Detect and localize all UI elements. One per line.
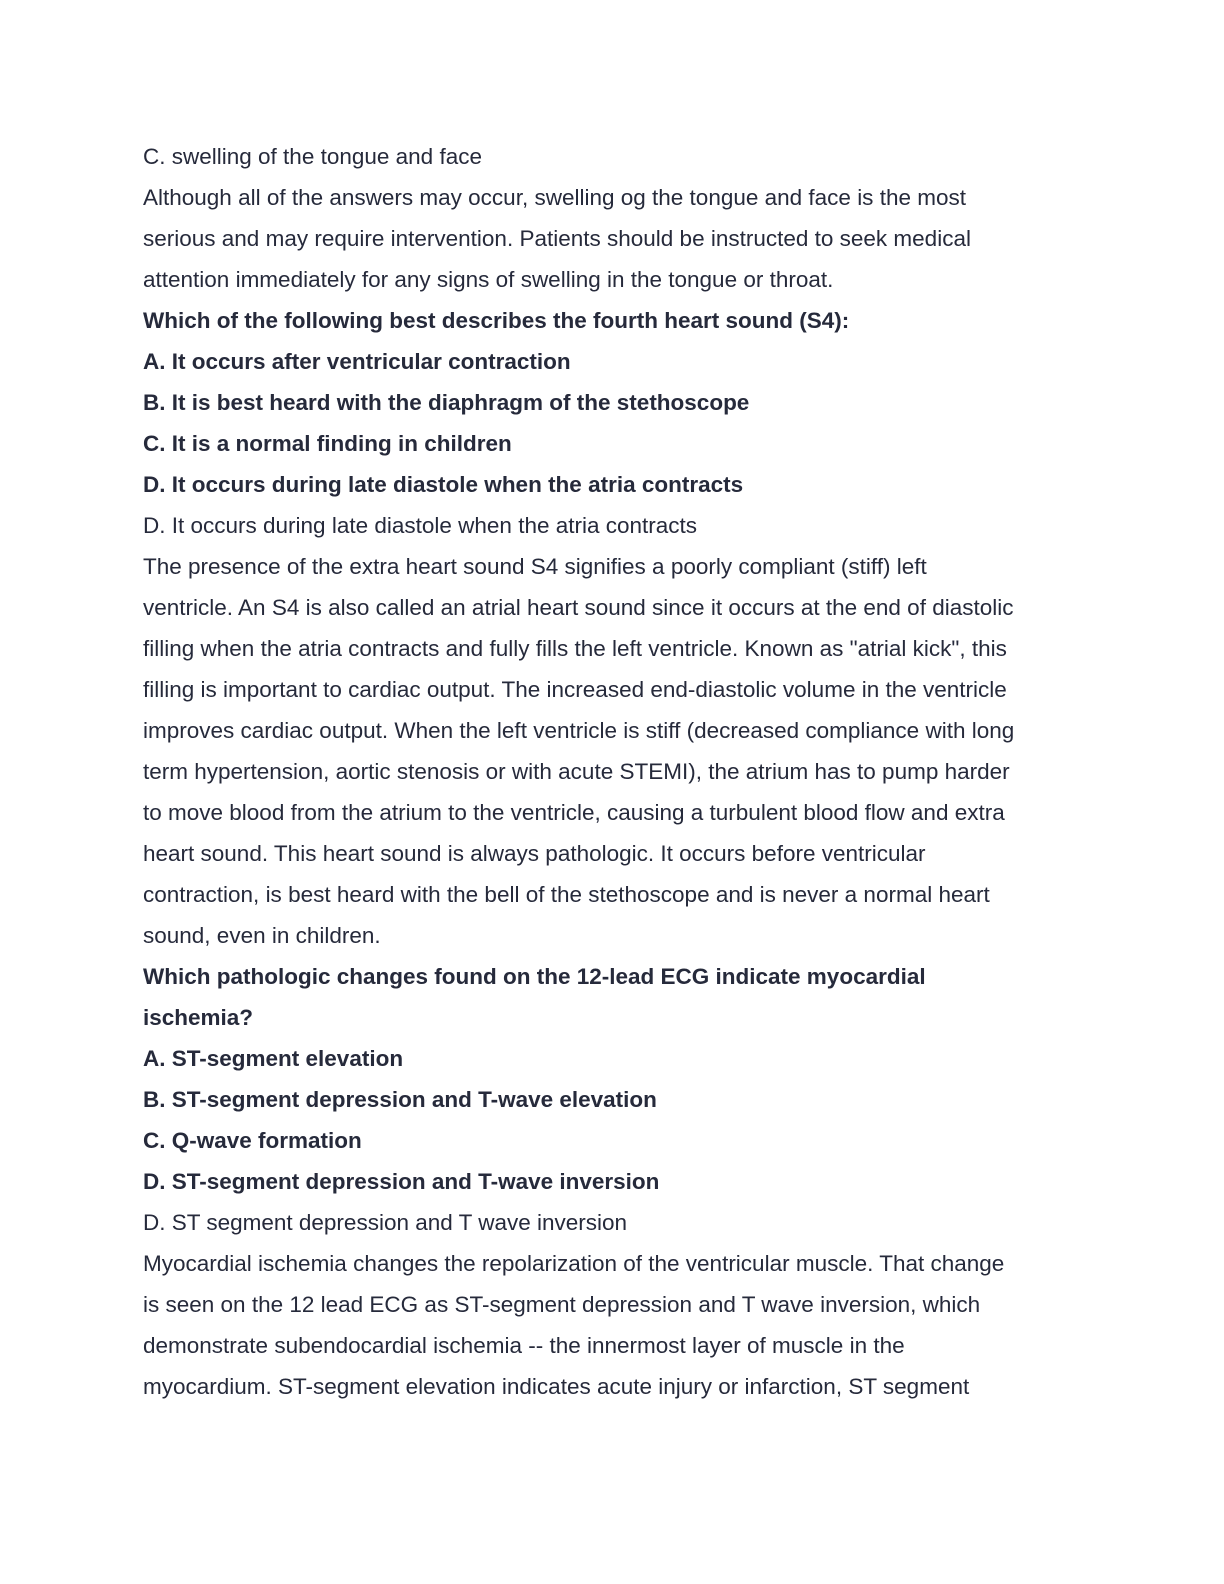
option-c: C. It is a normal finding in children (143, 431, 512, 456)
question-s4: Which of the following best describes the fourth heart sound (S4): (143, 308, 850, 333)
document-page (143, 136, 1083, 1407)
option-d: D. It occurs during late diastole when the atria contracts (143, 472, 744, 497)
explanation-line: contraction, is best heard with the bell of the stethoscope and is never a normal heart (143, 882, 990, 907)
explanation-ecg (143, 1243, 1083, 1407)
answer-s4: D. It occurs during late diastole when the atria contracts (143, 513, 698, 538)
explanation-line: Myocardial ischemia changes the repolarization of the ventricular muscle. That change (143, 1251, 1005, 1276)
explanation-line: ventricle. An S4 is also called an atrial heart sound since it occurs at the end of diastolic (143, 595, 1014, 620)
option-a: A. It occurs after ventricular contraction (143, 349, 571, 374)
explanation-line: term hypertension, aortic stenosis or with acute STEMI), the atrium has to pump harder (143, 759, 1010, 784)
explanation-line: demonstrate subendocardial ischemia -- the innermost layer of muscle in the (143, 1333, 905, 1358)
explanation-line: The presence of the extra heart sound S4 signifies a poorly compliant (stiff) left (143, 554, 927, 579)
option-c: C. Q-wave formation (143, 1128, 362, 1153)
explanation-line: is seen on the 12 lead ECG as ST-segment depression and T wave inversion, which (143, 1292, 981, 1317)
explanation-line: serious and may require intervention. Patients should be instructed to seek medical (143, 226, 971, 251)
explanation-s4 (143, 546, 1083, 956)
question-line: Which pathologic changes found on the 12-lead ECG indicate myocardial (143, 964, 926, 989)
explanation-line: attention immediately for any signs of swelling in the tongue or throat. (143, 267, 834, 292)
question-line: ischemia? (143, 1005, 254, 1030)
explanation-line: myocardium. ST-segment elevation indicates acute injury or infarction, ST segment (143, 1374, 970, 1399)
question-ecg (143, 956, 1083, 1038)
previous-explanation (143, 177, 1083, 300)
explanation-line: filling is important to cardiac output. The increased end-diastolic volume in the ventricle (143, 677, 1007, 702)
explanation-line: heart sound. This heart sound is always pathologic. It occurs before ventricular (143, 841, 926, 866)
explanation-line: to move blood from the atrium to the ventricle, causing a turbulent blood flow and extra (143, 800, 1005, 825)
explanation-line: filling when the atria contracts and fully fills the left ventricle. Known as "atrial kick", this (143, 636, 1007, 661)
previous-answer: C. swelling of the tongue and face (143, 144, 482, 169)
option-d: D. ST-segment depression and T-wave inversion (143, 1169, 660, 1194)
option-b: B. ST-segment depression and T-wave elevation (143, 1087, 657, 1112)
answer-ecg: D. ST segment depression and T wave inversion (143, 1210, 628, 1235)
option-a: A. ST-segment elevation (143, 1046, 404, 1071)
option-b: B. It is best heard with the diaphragm of the stethoscope (143, 390, 750, 415)
explanation-line: improves cardiac output. When the left ventricle is stiff (decreased compliance with long (143, 718, 1015, 743)
explanation-line: sound, even in children. (143, 923, 381, 948)
explanation-line: Although all of the answers may occur, swelling og the tongue and face is the most (143, 185, 966, 210)
